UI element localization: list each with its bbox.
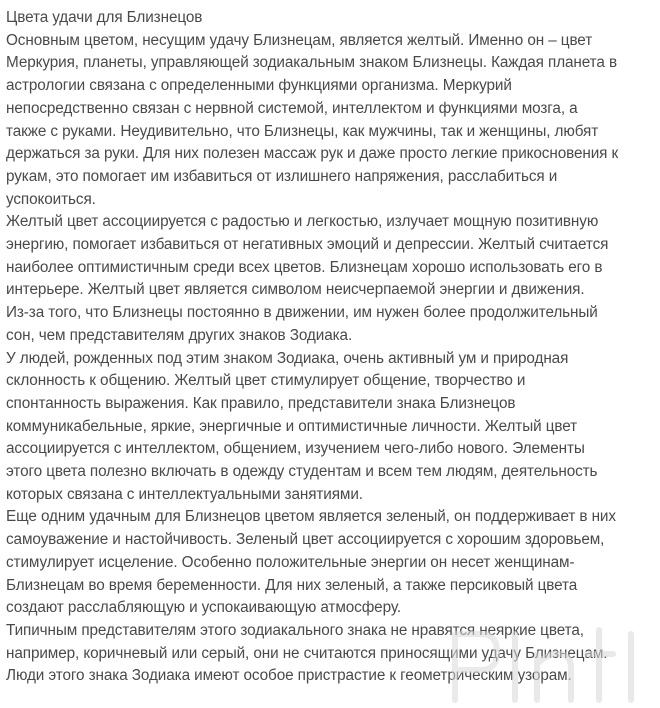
text-line: спонтанность выражения. Как правило, представители знака Близнецов [6,394,516,412]
text-line: успокоиться. [6,190,96,208]
text-line: самоуважение и настойчивость. Зеленый цвет ассоциируется с хорошим здоровьем, [6,531,605,549]
text-line: Люди этого знака Зодиака имеют особое пристрастие к геометрическим узорам. [6,667,572,685]
text-line: рукам, это помогает им избавиться от излишнего напряжения, расслабиться и [6,167,558,185]
text-line: ассоциируется с интеллектом, общением, изучением чего-либо нового. Элементы [6,440,585,458]
text-line: коммуникабельные, яркие, энергичные и оптимистичные личности. Желтый цвет [6,417,578,435]
text-line: Основным цветом, несущим удачу Близнецам, является желтый. Именно он – цвет [6,31,593,49]
text-line: например, коричневый или серый, они не считаются приносящими удачу Близнецам. [6,644,608,662]
text-line: непосредственно связан с нервной системой, интеллектом и функциями мозга, а [6,99,578,117]
text-line: астрологии связана с определенными функциями организма. Меркурий [6,77,512,95]
text-line: Еще одним удачным для Близнецов цветом является зеленый, он поддерживает в них [6,508,616,526]
text-line: создают расслабляющую и успокаивающую атмосферу. [6,599,401,617]
text-line: Меркурия, планеты, управляющей зодиакальным знаком Близнецы. Каждая планета в [6,54,617,72]
text-line: интерьере. Желтый цвет является символом неисчерпаемой энергии и движения. [6,281,585,299]
text-line: У людей, рожденных под этим знаком Зодиака, очень активный ум и природная [6,349,569,367]
text-line: держаться за руки. Для них полезен массаж рук и даже просто легкие прикосновения к [6,145,619,163]
text-line: Желтый цвет ассоциируется с радостью и легкостью, излучает мощную позитивную [6,213,599,231]
text-line: также с руками. Неудивительно, что Близнецы, как мужчины, так и женщины, любят [6,122,599,140]
text-line: склонность к общению. Желтый цвет стимулирует общение, творчество и [6,372,526,390]
text-line: энергию, помогает избавиться от негативных эмоций и депрессии. Желтый считается [6,236,609,254]
article-title: Цвета удачи для Близнецов [6,9,203,26]
text-line: Из-за того, что Близнецы постоянно в движении, им нужен более продолжительный [6,304,598,322]
text-line: сон, чем представителям других знаков Зодиака. [6,326,353,344]
text-line: наиболее оптимистичным среди всех цветов. Близнецам хорошо использовать его в [6,258,603,276]
text-line: Близнецам во время беременности. Для них зеленый, а также персиковый цвета [6,576,578,594]
article-text [6,7,656,688]
text-line: стимулирует исцеление. Особенно положительные энергии он несет женщинам- [6,553,575,571]
text-line: Типичным представителям этого зодиакального знака не нравятся неяркие цвета, [6,621,584,639]
text-line: этого цвета полезно включать в одежду студентам и всем тем людям, деятельность [6,463,598,481]
text-line: которых связана с интеллектуальными занятиями. [6,485,363,503]
